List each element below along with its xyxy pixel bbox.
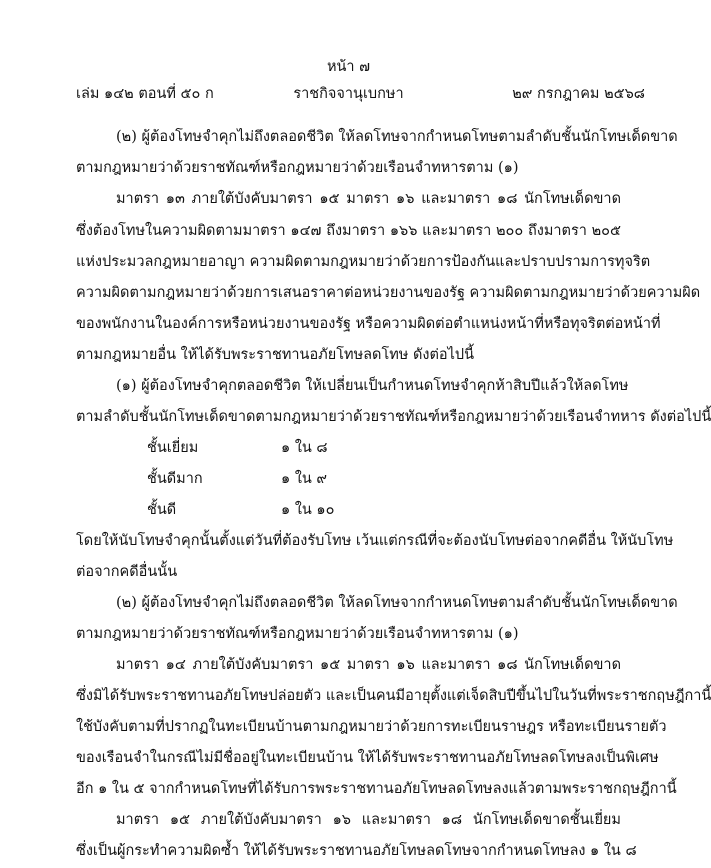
- text-line: อีก ๑ ใน ๕ จากกำหนดโทษที่ได้รับการพระราชทานอภัยโทษลดโทษลงแล้วตามพระราชกฤษฎีกานี้: [76, 781, 677, 797]
- text-line: ซึ่งต้องโทษในความผิดตามมาตรา ๑๔๗ ถึงมาตรา ๑๖๖ และมาตรา ๒๐๐ ถึงมาตรา ๒๐๕: [76, 223, 621, 239]
- text-line: โดยให้นับโทษจำคุกนั้นตั้งแต่วันที่ต้องรับโทษ เว้นแต่กรณีที่จะต้องนับโทษต่อจากคดีอื่น ให้นับโทษ: [76, 533, 674, 549]
- page-number: หน้า ๗: [326, 59, 371, 75]
- volume-issue: เล่ม ๑๔๒ ตอนที่ ๕๐ ก: [76, 86, 214, 102]
- gazette-title: ราชกิจจานุเบกษา: [293, 86, 404, 102]
- text-line: ซึ่งเป็นผู้กระทำความผิดซ้ำ ให้ได้รับพระราชทานอภัยโทษลดโทษจากกำหนดโทษลง ๑ ใน ๘: [76, 843, 637, 859]
- text-line: แห่งประมวลกฎหมายอาญา ความผิดตามกฎหมายว่าด้วยการป้องกันและปราบปรามการทุจริต: [76, 254, 651, 270]
- text-line: (๒) ผู้ต้องโทษจำคุกไม่ถึงตลอดชีวิต ให้ลดโทษจากกำหนดโทษตามลำดับชั้นนักโทษเด็ดขาด: [116, 595, 678, 611]
- text-line: ใช้บังคับตามที่ปรากฏในทะเบียนบ้านตามกฎหมายว่าด้วยการทะเบียนราษฎร หรือทะเบียนรายตัว: [76, 719, 667, 735]
- publication-date: ๒๙ กรกฎาคม ๒๕๖๘: [512, 86, 645, 102]
- class-ratio: ๑ ใน ๑๐: [281, 502, 335, 518]
- class-ratio: ๑ ใน ๙: [281, 471, 328, 487]
- class-label: ชั้นดีมาก: [147, 471, 203, 487]
- text-line: ตามกฎหมายว่าด้วยราชทัณฑ์หรือกฎหมายว่าด้วยเรือนจำทหารตาม (๑): [76, 626, 519, 642]
- text-line: ความผิดตามกฎหมายว่าด้วยการเสนอราคาต่อหน่วยงานของรัฐ ความผิดตามกฎหมายว่าด้วยความผิด: [76, 285, 701, 301]
- text-line: ต่อจากคดีอื่นนั้น: [76, 564, 178, 580]
- class-label: ชั้นดี: [147, 502, 177, 518]
- text-line: ของเรือนจำในกรณีไม่มีชื่ออยู่ในทะเบียนบ้าน ให้ได้รับพระราชทานอภัยโทษลดโทษลงเป็นพิเศษ: [76, 750, 659, 766]
- text-line: ซึ่งมิได้รับพระราชทานอภัยโทษปล่อยตัว และเป็นคนมีอายุตั้งแต่เจ็ดสิบปีขึ้นไปในวันที่พระราชกฤษฎีกานี้: [76, 688, 711, 704]
- text-line: (๑) ผู้ต้องโทษจำคุกตลอดชีวิต ให้เปลี่ยนเป็นกำหนดโทษจำคุกห้าสิบปีแล้วให้ลดโทษ: [116, 378, 629, 394]
- text-line: ตามกฎหมายอื่น ให้ได้รับพระราชทานอภัยโทษลดโทษ ดังต่อไปนี้: [76, 347, 474, 363]
- text-line: ของพนักงานในองค์การหรือหน่วยงานของรัฐ หรือความผิดต่อตำแหน่งหน้าที่หรือทุจริตต่อหน้าที่: [76, 316, 661, 332]
- text-line: ตามลำดับชั้นนักโทษเด็ดขาดตามกฎหมายว่าด้วยราชทัณฑ์หรือกฎหมายว่าด้วยเรือนจำทหาร ดังต่อไปนี้: [76, 409, 711, 425]
- text-line: มาตรา ๑๓ ภายใต้บังคับมาตรา ๑๕ มาตรา ๑๖ และมาตรา ๑๘ นักโทษเด็ดขาด: [116, 191, 621, 207]
- class-label: ชั้นเยี่ยม: [147, 440, 199, 456]
- text-line: มาตรา ๑๔ ภายใต้บังคับมาตรา ๑๕ มาตรา ๑๖ และมาตรา ๑๘ นักโทษเด็ดขาด: [116, 657, 621, 673]
- text-line: ตามกฎหมายว่าด้วยราชทัณฑ์หรือกฎหมายว่าด้วยเรือนจำทหารตาม (๑): [76, 160, 519, 176]
- text-line: (๒) ผู้ต้องโทษจำคุกไม่ถึงตลอดชีวิต ให้ลดโทษจากกำหนดโทษตามลำดับชั้นนักโทษเด็ดขาด: [116, 129, 678, 145]
- class-ratio: ๑ ใน ๘: [281, 440, 328, 456]
- text-line: มาตรา ๑๕ ภายใต้บังคับมาตรา ๑๖ และมาตรา ๑๘ นักโทษเด็ดขาดชั้นเยี่ยม: [116, 812, 621, 828]
